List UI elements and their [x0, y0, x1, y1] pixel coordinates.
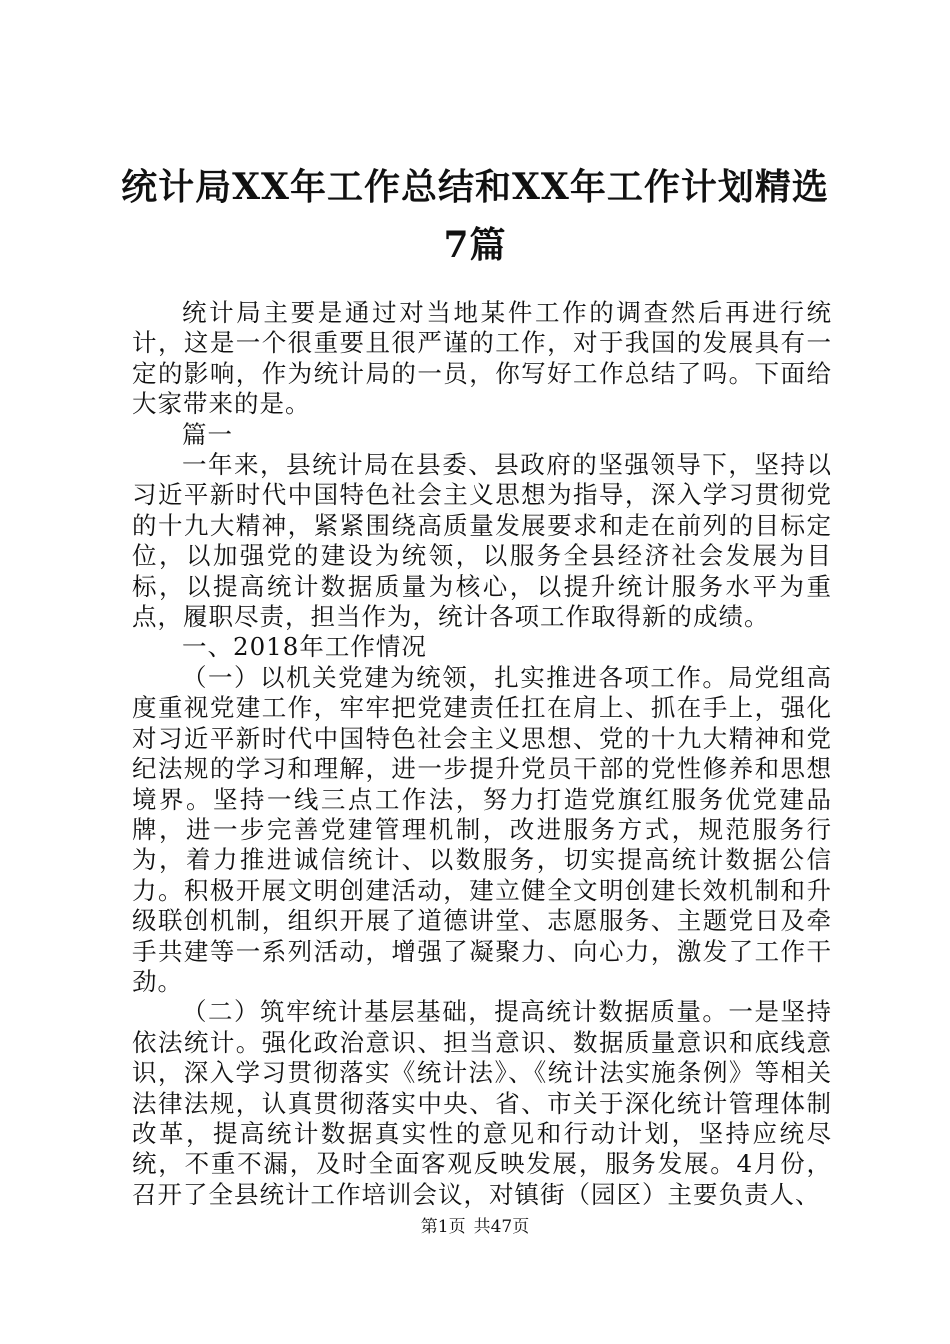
document-title: 统计局XX年工作总结和XX年工作计划精选7篇	[121, 166, 829, 266]
page-number: 第1页	[420, 1217, 466, 1237]
page-total: 共47页	[473, 1217, 530, 1237]
statistics-foundation-paragraph: （二）筑牢统计基层基础，提高统计数据质量。一是坚持依法统计。强化政治意识、担当意识、数据质量意识和底线意识，深入学习贯彻落实《统计法》、《统计法实施条例》等相关法律法规，认真贯彻落实中央、省、市关于深化统计管理体制改革，提高统计数据真实性的意见和行动计划，坚持应统尽统，不重不漏，及时全面客观反映发展，服务发展。4月份，召开了全县统计工作培训会议，对镇街（园区）主要负责人、	[132, 997, 832, 1209]
page-footer	[0, 1216, 950, 1238]
intro-paragraph: 统计局主要是通过对当地某件工作的调查然后再进行统计，这是一个很重要且很严谨的工作，对于我国的发展具有一定的影响，作为统计局的一员，你写好工作总结了吗。下面给大家带来的是。	[132, 298, 832, 419]
document-body	[132, 298, 832, 1210]
party-building-paragraph: （一）以机关党建为统领，扎实推进各项工作。局党组高度重视党建工作，牢牢把党建责任扛在肩上、抓在手上，强化对习近平新时代中国特色社会主义思想、党的十九大精神和党纪法规的学习和理解，进一步提升党员干部的党性修养和思想境界。坚持一线三点工作法，努力打造党旗红服务优党建品牌，进一步完善党建管理机制，改进服务方式，规范服务行为，着力推进诚信统计、以数服务，切实提高统计数据公信力。积极开展文明创建活动，建立健全文明创建长效机制和升级联创机制，组织开展了道德讲堂、志愿服务、主题党日及牵手共建等一系列活动，增强了凝聚力、向心力，激发了工作干劲。	[132, 662, 832, 996]
summary-paragraph: 一年来，县统计局在县委、县政府的坚强领导下，坚持以习近平新时代中国特色社会主义思想为指导，深入学习贯彻党的十九大精神，紧紧围绕高质量发展要求和走在前列的目标定位，以加强党的建设为统领，以服务全县经济社会发展为目标，以提高统计数据质量为核心，以提升统计服务水平为重点，履职尽责，担当作为，统计各项工作取得新的成绩。	[132, 450, 832, 632]
section-heading-part-one: 篇一	[182, 419, 233, 449]
section-heading-2018-work: 一、2018年工作情况	[182, 632, 427, 662]
